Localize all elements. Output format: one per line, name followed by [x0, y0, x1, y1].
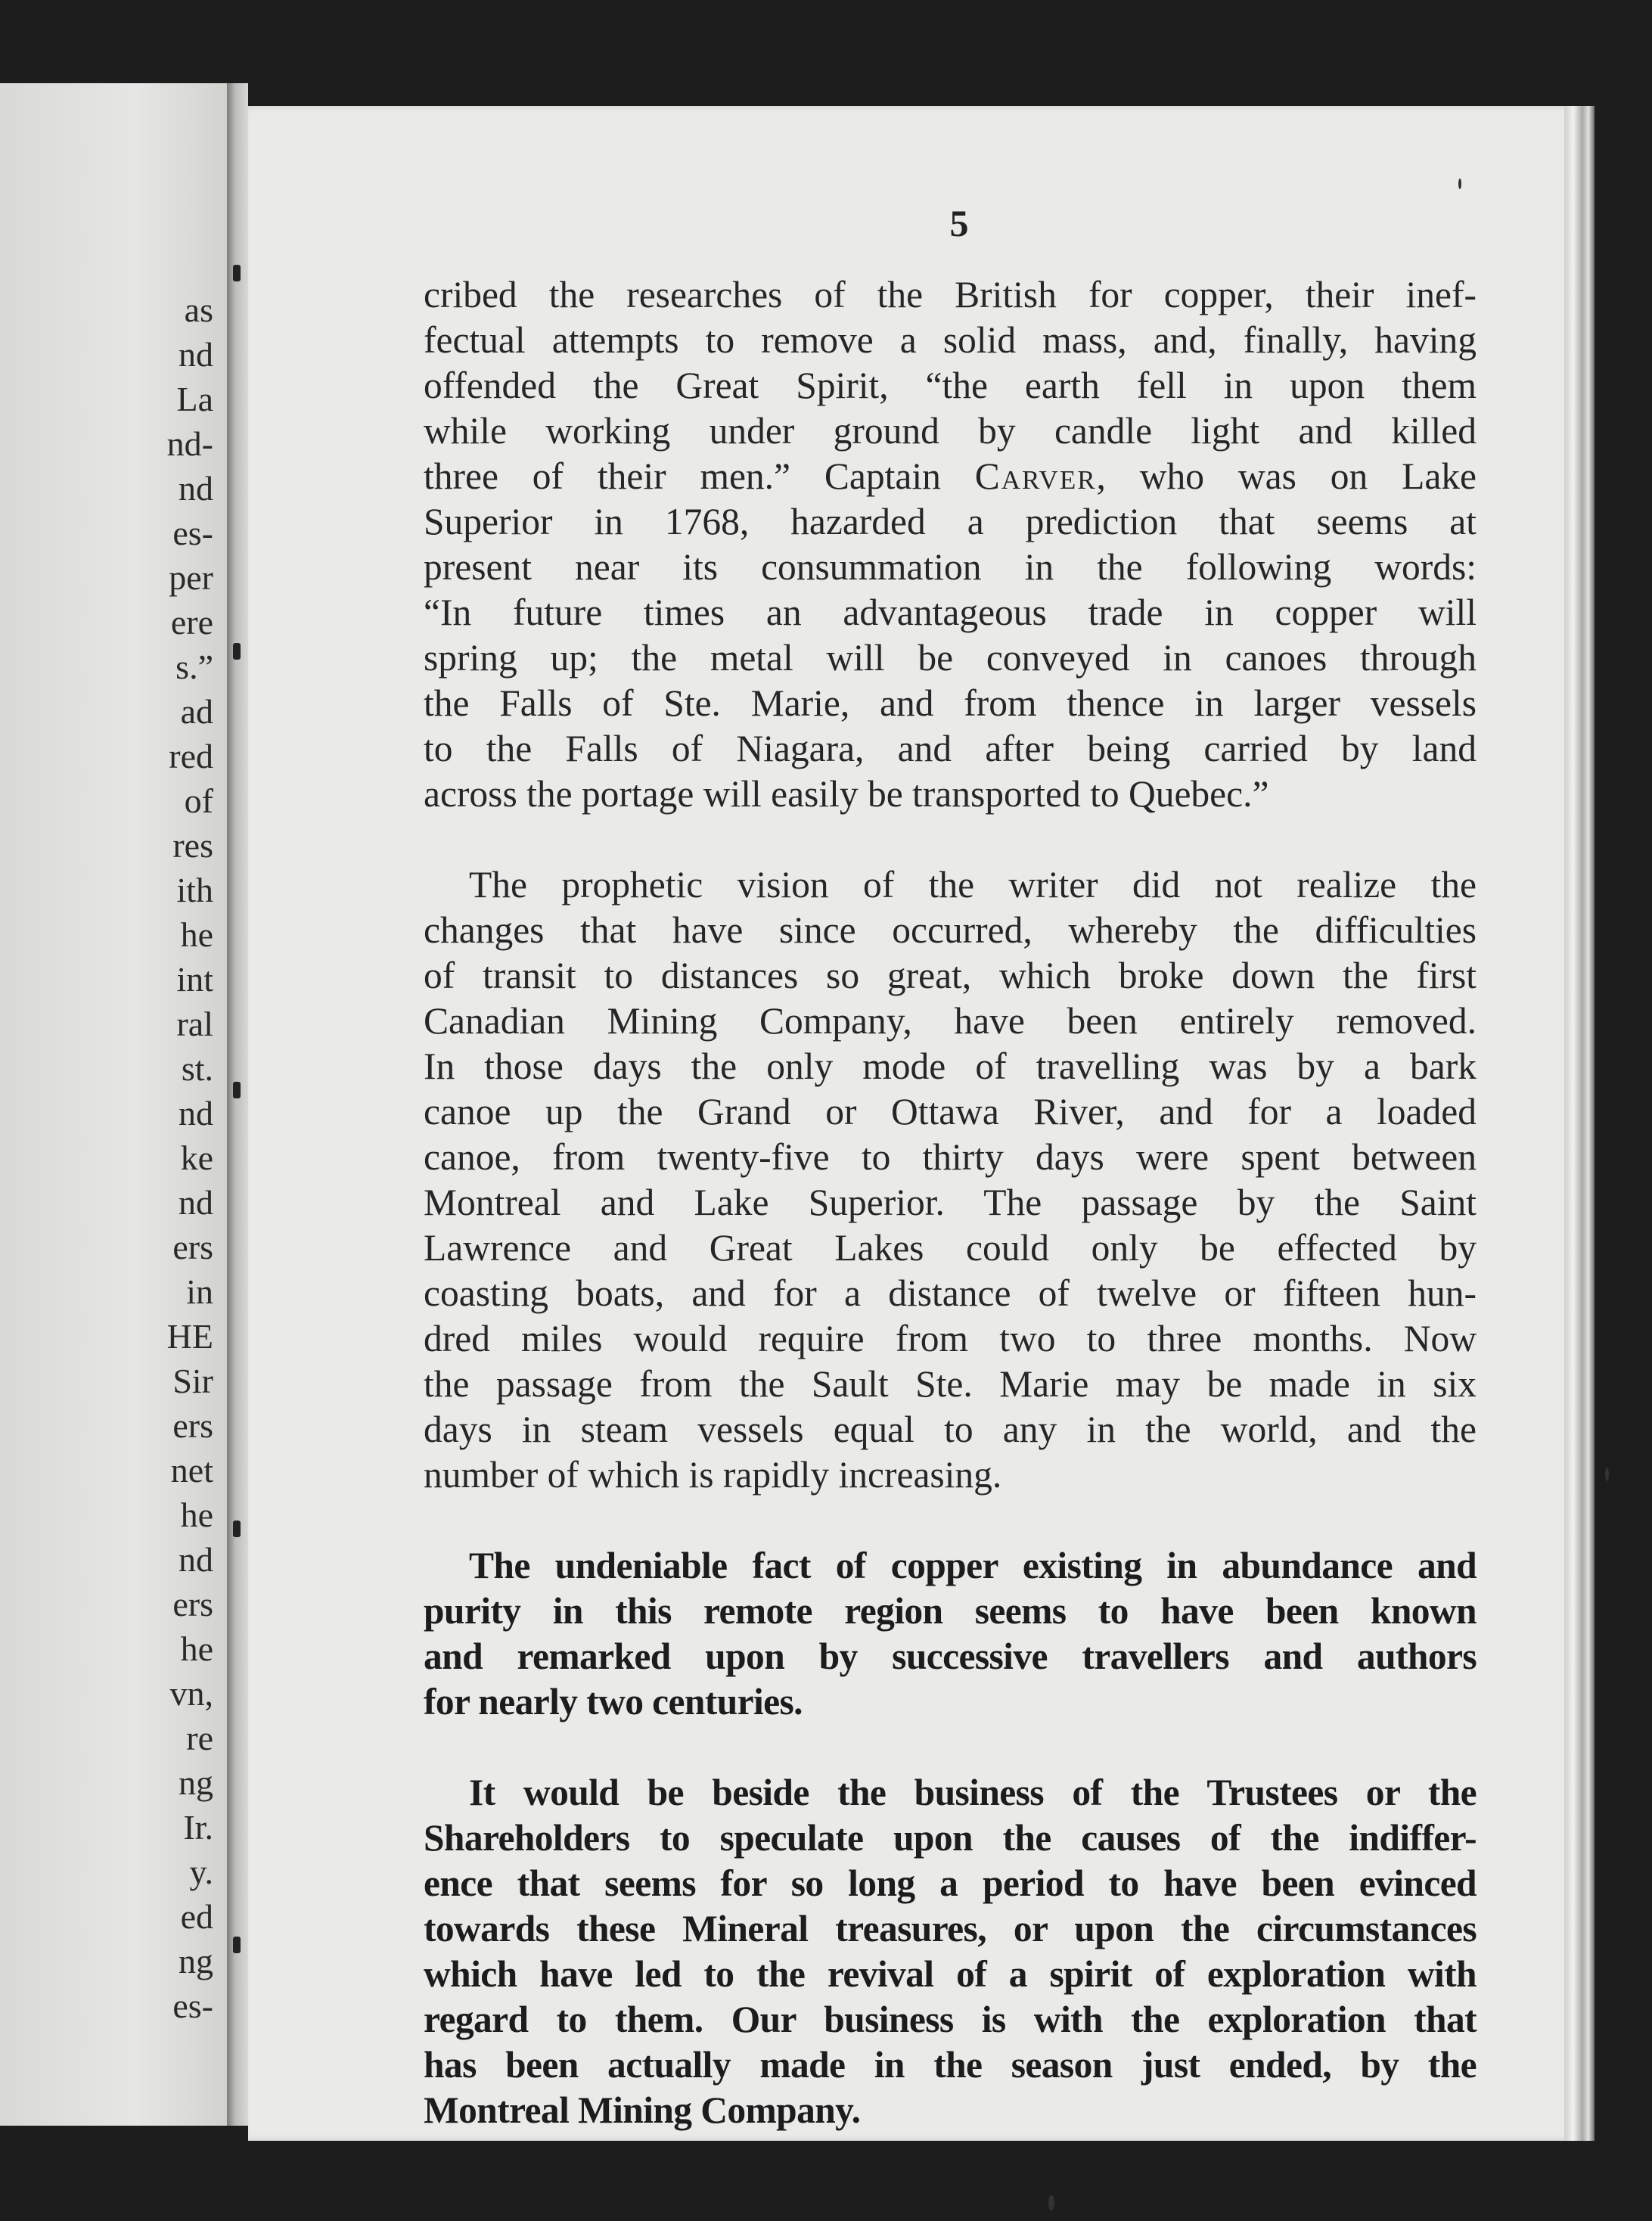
previous-page-fragment: he	[180, 1496, 213, 1534]
text-line: coasting boats, and for a distance of twelve or fifteen hun-	[424, 1272, 1477, 1314]
previous-page-fragment: he	[180, 1629, 213, 1668]
binding-mark	[233, 643, 241, 660]
previous-page-fragment: ers	[172, 1228, 213, 1266]
previous-page-fragment: es-	[172, 514, 213, 552]
previous-page-fragment: nd	[179, 335, 213, 374]
scan-speck	[1048, 2195, 1054, 2210]
previous-page-fragment: ed	[180, 1897, 213, 1936]
previous-page-fragment: s.”	[175, 648, 213, 686]
previous-page-fragment: res	[172, 826, 213, 865]
text-line: towards these Mineral treasures, or upon the circumstances	[424, 1908, 1477, 1949]
text-line: The undeniable fact of copper existing in abundance and	[469, 1545, 1477, 1586]
previous-page-fragment: of	[184, 781, 213, 820]
paragraph	[424, 1770, 1477, 2133]
previous-page-fragment: Ir.	[183, 1808, 213, 1847]
text-line: It would be beside the business of the Trustees or the	[469, 1772, 1477, 1813]
text-line: number of which is rapidly increasing.	[424, 1454, 1002, 1496]
text-line: spring up; the metal will be conveyed in canoes through	[424, 637, 1477, 679]
text-line: Superior in 1768, hazarded a prediction that seems at	[424, 501, 1477, 542]
text-line: dred miles would require from two to three months. Now	[424, 1318, 1477, 1359]
text-line: canoe up the Grand or Ottawa River, and for a loaded	[424, 1091, 1477, 1132]
text-line: days in steam vessels equal to any in the world, and the	[424, 1409, 1477, 1450]
text-line: Montreal and Lake Superior. The passage by the Saint	[424, 1182, 1477, 1223]
page-fore-edge	[1564, 106, 1595, 2141]
page-body-text	[424, 272, 1477, 2179]
text-line: and remarked upon by successive travellers and authors	[424, 1635, 1477, 1677]
paragraph	[424, 1543, 1477, 1725]
text-line: Lawrence and Great Lakes could only be effected by	[424, 1227, 1477, 1269]
previous-page-fragment: ith	[176, 871, 213, 909]
previous-page-fragment: es-	[172, 1986, 213, 2025]
previous-page-fragment: nd	[179, 1540, 213, 1579]
previous-page-fragment: per	[169, 558, 213, 597]
binding-mark	[233, 265, 241, 281]
previous-page-fragment: st.	[181, 1049, 213, 1088]
previous-page-fragment: ad	[180, 692, 213, 731]
binding-mark	[233, 1521, 241, 1537]
page-number: 5	[949, 202, 969, 244]
binding-mark	[233, 1082, 241, 1098]
text-line: has been actually made in the season just ended, by the	[424, 2044, 1477, 2086]
previous-page-fragment: ers	[172, 1585, 213, 1623]
book-gutter	[227, 83, 248, 2126]
text-line: the Falls of Ste. Marie, and from thence in larger vessels	[424, 682, 1477, 724]
text-line: to the Falls of Niagara, and after being carried by land	[424, 728, 1477, 769]
previous-page-fragment: ng	[179, 1763, 213, 1802]
text-line: The prophetic vision of the writer did not realize the	[469, 864, 1477, 905]
previous-page-fragment: y.	[189, 1853, 213, 1891]
text-line: Canadian Mining Company, have been entirely removed.	[424, 1000, 1477, 1042]
previous-page-fragment: nd-	[166, 424, 213, 463]
text-line: for nearly two centuries.	[424, 1681, 803, 1722]
text-line: cribed the researches of the British for copper, their inef-	[424, 274, 1477, 315]
text-line: while working under ground by candle light and killed	[424, 410, 1477, 452]
text-line: regard to them. Our business is with the exploration that	[424, 1999, 1477, 2040]
text-line: In those days the only mode of travelling was by a bark	[424, 1045, 1477, 1087]
previous-page-fragment: nd	[179, 1094, 213, 1132]
previous-page-fragment: in	[186, 1272, 213, 1311]
scan-speck	[1605, 1468, 1609, 1481]
previous-page-fragment: ere	[170, 603, 213, 641]
previous-page-fragment: vn,	[169, 1674, 213, 1713]
paragraph	[424, 272, 1477, 817]
text-line: three of their men.” Captain Carver, who was on Lake	[424, 455, 1477, 497]
text-line: the passage from the Sault Ste. Marie may be made in six	[424, 1363, 1477, 1405]
text-line: ence that seems for so long a period to have been evinced	[424, 1862, 1477, 1904]
previous-page-fragment: red	[169, 737, 213, 775]
text-line: canoe, from twenty-five to thirty days were spent between	[424, 1136, 1477, 1178]
scan-speck	[1458, 179, 1461, 189]
previous-page-fragment: La	[176, 380, 213, 418]
previous-page-fragment: net	[170, 1451, 213, 1489]
text-line: “In future times an advantageous trade in copper will	[424, 592, 1477, 633]
previous-page-fragment: ers	[172, 1406, 213, 1445]
text-line: changes that have since occurred, whereby the difficulties	[424, 909, 1477, 951]
previous-page-fragment: Sir	[172, 1362, 213, 1400]
previous-page-fragment: re	[186, 1719, 213, 1757]
previous-page-edge	[0, 83, 227, 2126]
previous-page-fragment: nd	[179, 1183, 213, 1222]
text-line: Montreal Mining Company.	[424, 2089, 861, 2131]
previous-page-fragment: ng	[179, 1942, 213, 1980]
text-line: Shareholders to speculate upon the causes of the indiffer-	[424, 1817, 1477, 1859]
previous-page-fragment: nd	[179, 469, 213, 508]
previous-page-fragment: as	[184, 290, 213, 329]
previous-page-fragment: ral	[176, 1005, 213, 1043]
paragraph	[424, 862, 1477, 1498]
previous-page-text-fragments	[167, 287, 213, 2028]
previous-page-fragment: int	[176, 960, 213, 999]
previous-page-fragment: HE	[166, 1317, 213, 1356]
text-line: which have led to the revival of a spirit of exploration with	[424, 1953, 1477, 1995]
text-line: offended the Great Spirit, “the earth fell in upon them	[424, 365, 1477, 406]
binding-mark	[233, 1937, 241, 1953]
text-line: purity in this remote region seems to have been known	[424, 1590, 1477, 1632]
previous-page-fragment: he	[180, 915, 213, 954]
text-line: present near its consummation in the following words:	[424, 546, 1477, 588]
text-line: of transit to distances so great, which broke down the first	[424, 955, 1477, 996]
text-line: fectual attempts to remove a solid mass, and, finally, having	[424, 319, 1477, 361]
previous-page-fragment: ke	[180, 1138, 213, 1177]
text-line: across the portage will easily be transported to Quebec.”	[424, 773, 1269, 815]
